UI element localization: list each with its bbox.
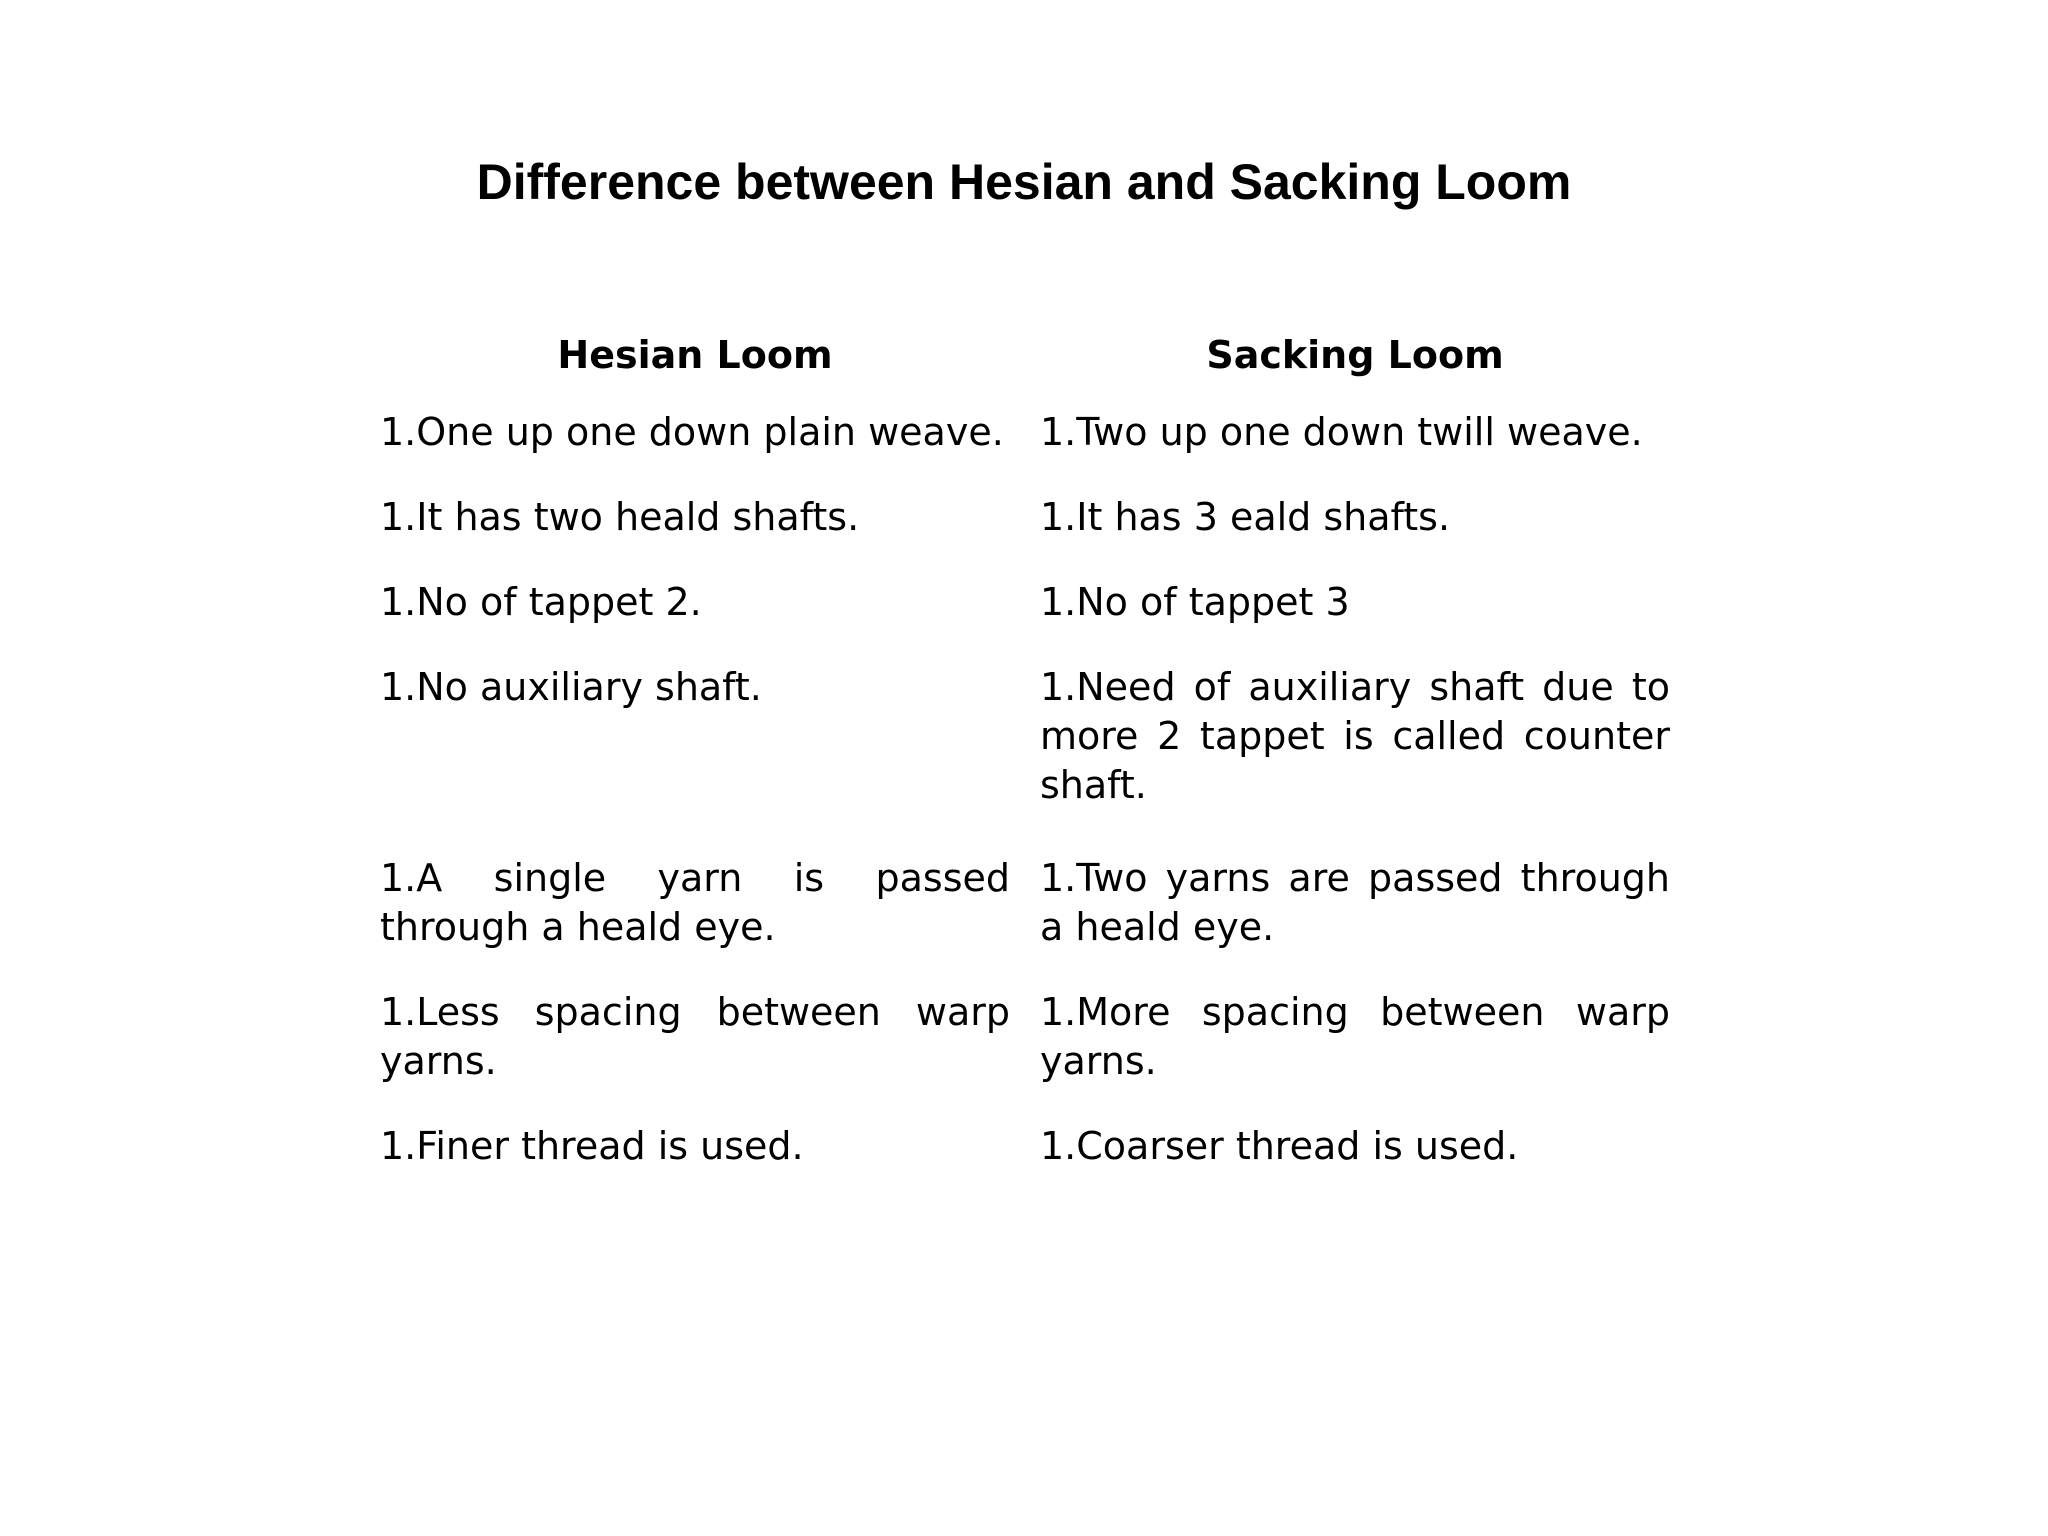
column-gap <box>1010 988 1040 1122</box>
hesian-cell: 1.One up one down plain weave. <box>380 410 1004 454</box>
header-hesian-loom: Hesian Loom <box>557 333 833 377</box>
sacking-cell: 1.Two yarns are passed through a heald eye. <box>1040 856 1670 949</box>
hesian-cell: 1.No of tappet 2. <box>380 580 702 624</box>
hesian-cell: 1.Finer thread is used. <box>380 1124 804 1168</box>
table-row <box>380 408 1670 493</box>
column-gap <box>1010 1122 1040 1207</box>
column-gap <box>1010 854 1040 988</box>
hesian-cell: 1.A single yarn is passed through a heald eye. <box>380 856 1010 949</box>
table-row <box>380 493 1670 578</box>
table-row <box>380 988 1670 1122</box>
sacking-cell: 1.Two up one down twill weave. <box>1040 410 1643 454</box>
sacking-cell: 1.No of tappet 3 <box>1040 580 1350 624</box>
header-sacking-loom: Sacking Loom <box>1206 333 1504 377</box>
table-row <box>380 1122 1670 1207</box>
column-gap <box>1010 578 1040 663</box>
table-row <box>380 854 1670 988</box>
hesian-cell: 1.No auxiliary shaft. <box>380 665 762 709</box>
table-row <box>380 663 1670 854</box>
column-gap <box>1010 663 1040 854</box>
page-title: Difference between Hesian and Sacking Loom <box>476 154 1572 210</box>
sacking-cell: 1.It has 3 eald shafts. <box>1040 495 1451 539</box>
table-header-row <box>380 330 1670 408</box>
comparison-table <box>380 330 1670 1207</box>
table-row <box>380 578 1670 663</box>
column-gap <box>1010 493 1040 578</box>
sacking-cell: 1.Need of auxiliary shaft due to more 2 tappet is called counter shaft. <box>1040 665 1670 807</box>
header-gap <box>1010 330 1040 408</box>
sacking-cell: 1.More spacing between warp yarns. <box>1040 990 1670 1083</box>
column-gap <box>1010 408 1040 493</box>
hesian-cell: 1.Less spacing between warp yarns. <box>380 990 1010 1083</box>
hesian-cell: 1.It has two heald shafts. <box>380 495 860 539</box>
sacking-cell: 1.Coarser thread is used. <box>1040 1124 1519 1168</box>
